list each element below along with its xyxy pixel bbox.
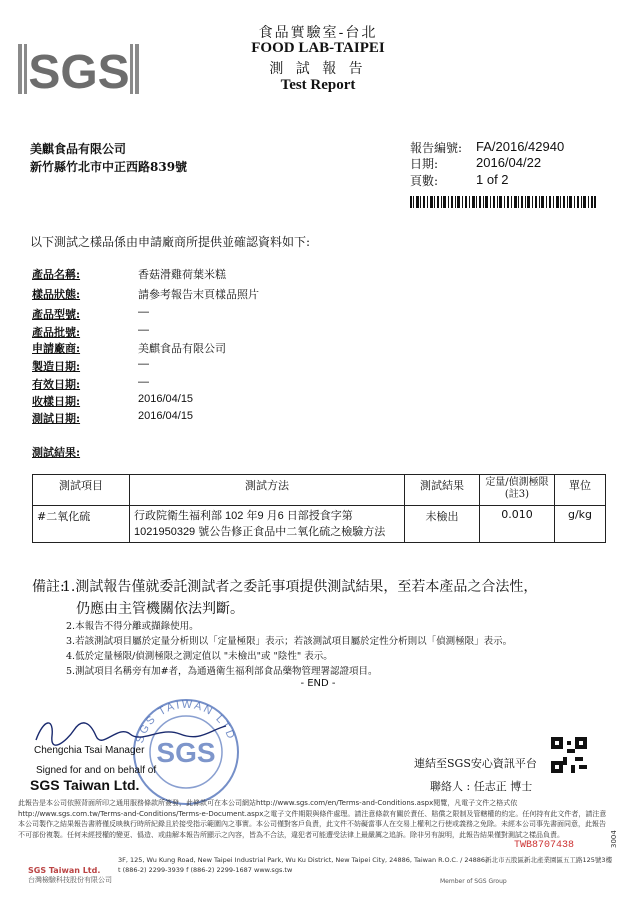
note-3: 3.若該測試項目屬於定量分析則以「定量極限」表示；若該測試項目屬於定性分析則以「偵測極限」表示。 [66, 636, 513, 647]
cell-limit: 0.010 [480, 506, 555, 543]
cell-method [130, 506, 405, 543]
lab-name-zh: 食品實驗室-台北 [258, 25, 378, 41]
header-unit: 單位 [555, 475, 606, 506]
footer-brand-zh: 台灣檢驗科技股份有限公司 [28, 876, 112, 884]
cell-result: 未檢出 [405, 506, 480, 543]
qr-code [551, 737, 587, 773]
meta-label: 報告編號: [410, 141, 463, 155]
meta-value: 1 of 2 [476, 172, 509, 187]
signer-company: SGS Taiwan Ltd. [30, 777, 140, 793]
field-value: 2016/04/15 [138, 410, 194, 422]
side-code: 3004 [610, 830, 618, 848]
client-address: 新竹縣竹北市中正西路839號 [30, 160, 188, 174]
svg-text:SGS: SGS [156, 737, 216, 768]
client-name: 美麒食品有限公司 [30, 142, 127, 156]
meta-label: 頁數: [410, 174, 439, 188]
method-line: 行政院衛生福利部 102 年9 月6 日部授食字第 [134, 510, 353, 522]
field-value: 請參考報告末頁樣品照片 [138, 289, 259, 301]
meta-value: FA/2016/42940 [476, 139, 565, 154]
field-value: 美麒食品有限公司 [138, 343, 226, 355]
field-label: 有效日期: [32, 378, 81, 391]
note-1: 1.測試報告僅就委託測試者之委託事項提供測試結果，至若本產品之合法性， [62, 579, 538, 595]
field-label: 收樣日期: [32, 395, 81, 408]
field-label: 樣品狀態: [32, 288, 81, 301]
header-item: 測試項目 [33, 475, 130, 506]
header-method: 測試方法 [130, 475, 405, 506]
footer-member: Member of SGS Group [440, 878, 507, 885]
results-table [32, 474, 606, 543]
end-marker: - END - [300, 678, 336, 689]
contact-person: 聯絡人 : 任志正 博士 [430, 780, 533, 793]
footer-address: 3F, 125, Wu Kung Road, New Taipei Industrial Park, Wu Ku District, New Taipei City, 24886, Taiwan R.O.C. / 24886新北市五股區新北產業園區五工路125號3樓 [118, 856, 613, 864]
meta-date [410, 155, 542, 172]
field-value: — [138, 324, 149, 336]
disclaimer-text: 此報告是本公司依照背面所印之通用服務條款所簽發，此條款可在本公司網站http://www.sgs.com/en/Terms-and-Conditions.aspx閱覽，凡電子文件之格式依http://www.sgs.com.tw/Terms-and-Conditions/Terms-e-Document.aspx之電子文件期限與條件處理。請注意條款有關於責任、賠償之限制及管轄權的約定。任何持有此文件者，請注意本公司製作之結果報告書將僅反映執行時所紀錄且於接受指示範圍內之事實。本公司僅對客戶負責，此文件不妨礙當事人在交易上權利之行使或義務之免除。未經本公司事先書面同意，此報告不可部份複製。任何未經授權的變更、僞造、或曲解本報告所顯示之內容，皆為不合法，違犯者可能遭受法律上最嚴厲之追訴。除非另有說明，此報告結果僅對測試之樣品負責。 [18, 799, 607, 839]
field-label: 申請廠商: [32, 342, 81, 355]
meta-label: 日期: [410, 157, 439, 171]
seal-text: SGS TAIWAN LTD [133, 698, 238, 745]
field-label: 產品批號: [32, 326, 81, 339]
meta-pages [410, 172, 509, 189]
footer-brand-en: SGS Taiwan Ltd. [28, 866, 101, 875]
table-header-row [33, 475, 606, 506]
header-result: 測試結果 [405, 475, 480, 506]
report-title-zh: 測 試 報 告 [269, 61, 367, 77]
field-value: 香菇滑雞荷葉米糕 [138, 269, 226, 281]
field-value: — [138, 306, 149, 318]
header-limit: 定量/偵測極限(註3) [480, 475, 555, 506]
footer-brand [28, 866, 112, 885]
cell-unit: g/kg [555, 506, 606, 543]
serial-number: TWB8707438 [514, 840, 575, 851]
field-value: — [138, 358, 149, 370]
lab-name-en: FOOD LAB-TAIPEI [251, 40, 385, 56]
note-4: 4.低於定量極限/偵測極限之測定值以 "未檢出"或 "陰性" 表示。 [66, 651, 333, 662]
footer-phones: t (886-2) 2299-3939 f (886-2) 2299-1687 www.sgs.tw [118, 866, 293, 874]
note-2: 2.本報告不得分離或擷錄使用。 [66, 621, 199, 632]
meta-report-no [410, 139, 565, 156]
results-title: 測試結果: [32, 446, 81, 459]
field-label: 測試日期: [32, 412, 81, 425]
field-value: 2016/04/15 [138, 393, 194, 405]
field-label: 產品名稱: [32, 268, 81, 281]
note-1-cont: 仍應由主管機關依法判斷。 [76, 601, 244, 617]
svg-text:SGS: SGS [28, 46, 130, 99]
field-label: 製造日期: [32, 360, 81, 373]
intro-text: 以下測試之樣品係由申請廠商所提供並確認資料如下: [30, 235, 311, 249]
note-5: 5.測試項目名稱旁有加#者，為通過衛生福利部食品藥物管理署認證項目。 [66, 666, 378, 677]
meta-value: 2016/04/22 [476, 155, 542, 170]
field-label: 產品型號: [32, 308, 81, 321]
platform-link: 連結至SGS安心資訊平台 [414, 757, 537, 770]
field-value: — [138, 376, 149, 388]
report-barcode [410, 196, 596, 208]
cell-item: #二氧化硫 [33, 506, 130, 543]
report-title-en: Test Report [280, 77, 356, 93]
signer-name: Chengchia Tsai Manager [34, 745, 145, 756]
table-row [33, 506, 606, 543]
method-line: 1021950329 號公告修正食品中二氧化硫之檢驗方法 [134, 526, 386, 538]
notes-label: 備註: [32, 579, 65, 595]
signer-line: Signed for and on behalf of [36, 765, 157, 776]
